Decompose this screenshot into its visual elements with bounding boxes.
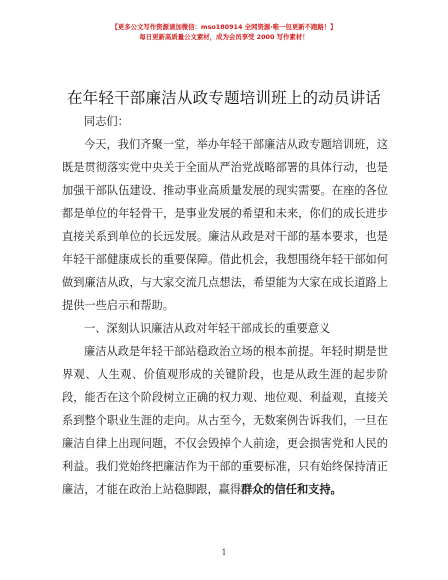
paragraph-section-1 <box>62 340 388 501</box>
document-body <box>62 110 388 501</box>
salutation: 同志们： <box>84 115 129 128</box>
document-title: 在年轻干部廉洁从政专题培训班上的动员讲话 <box>66 89 381 107</box>
paragraph-section-1-bold-tail: 群众的信任和支持。 <box>241 482 342 496</box>
promo-banner-line-2: 每日更新高质量公文素材，成为会员享受 2000 写作素材！ <box>139 33 309 41</box>
promo-banner <box>0 22 448 42</box>
paragraph-intro: 今天，我们齐聚一堂，举办年轻干部廉洁从政专题培训班，这既是贯彻落实党中央关于全面从严治党战略部署的具体行动，也是加强干部队伍建设、推动事业高质量发展的现实需要。在座的各位都是单位的年轻骨干，是事业发展的希望和未来，你们的成长进步直接关系到单位的长远发展。廉洁从政是对干部的基本要求，也是年轻干部健康成长的重要保障。借此机会，我想围绕年轻干部如何做到廉洁从政，与大家交流几点想法，希望能为大家在成长道路上提供一些启示和帮助。 <box>62 138 388 312</box>
section-heading: 一、深刻认识廉洁从政对年轻干部成长的重要意义 <box>84 322 331 335</box>
paragraph-section-1-text: 廉洁从政是年轻干部站稳政治立场的根本前提。年轻时期是世界观、人生观、价值观形成的关键阶段，也是从政生涯的起步阶段，能否在这个阶段树立正确的权力观、地位观、利益观，直接关系到整个职业生涯的走向。从古至今，无数案例告诉我们，一旦在廉洁自律上出现问题，不仅会毁掉个人前途，更会损害党和人民的利益。我们党始终把廉洁作为干部的重要标准，只有始终保持清正廉洁，才能在政治上站稳脚跟，赢得 <box>62 345 388 496</box>
promo-banner-line-1: 【更多公文写作资源请加微信：mso180914 全网资源·唯一包更新不跑路！】 <box>111 23 337 31</box>
page-number: 1 <box>221 548 227 557</box>
